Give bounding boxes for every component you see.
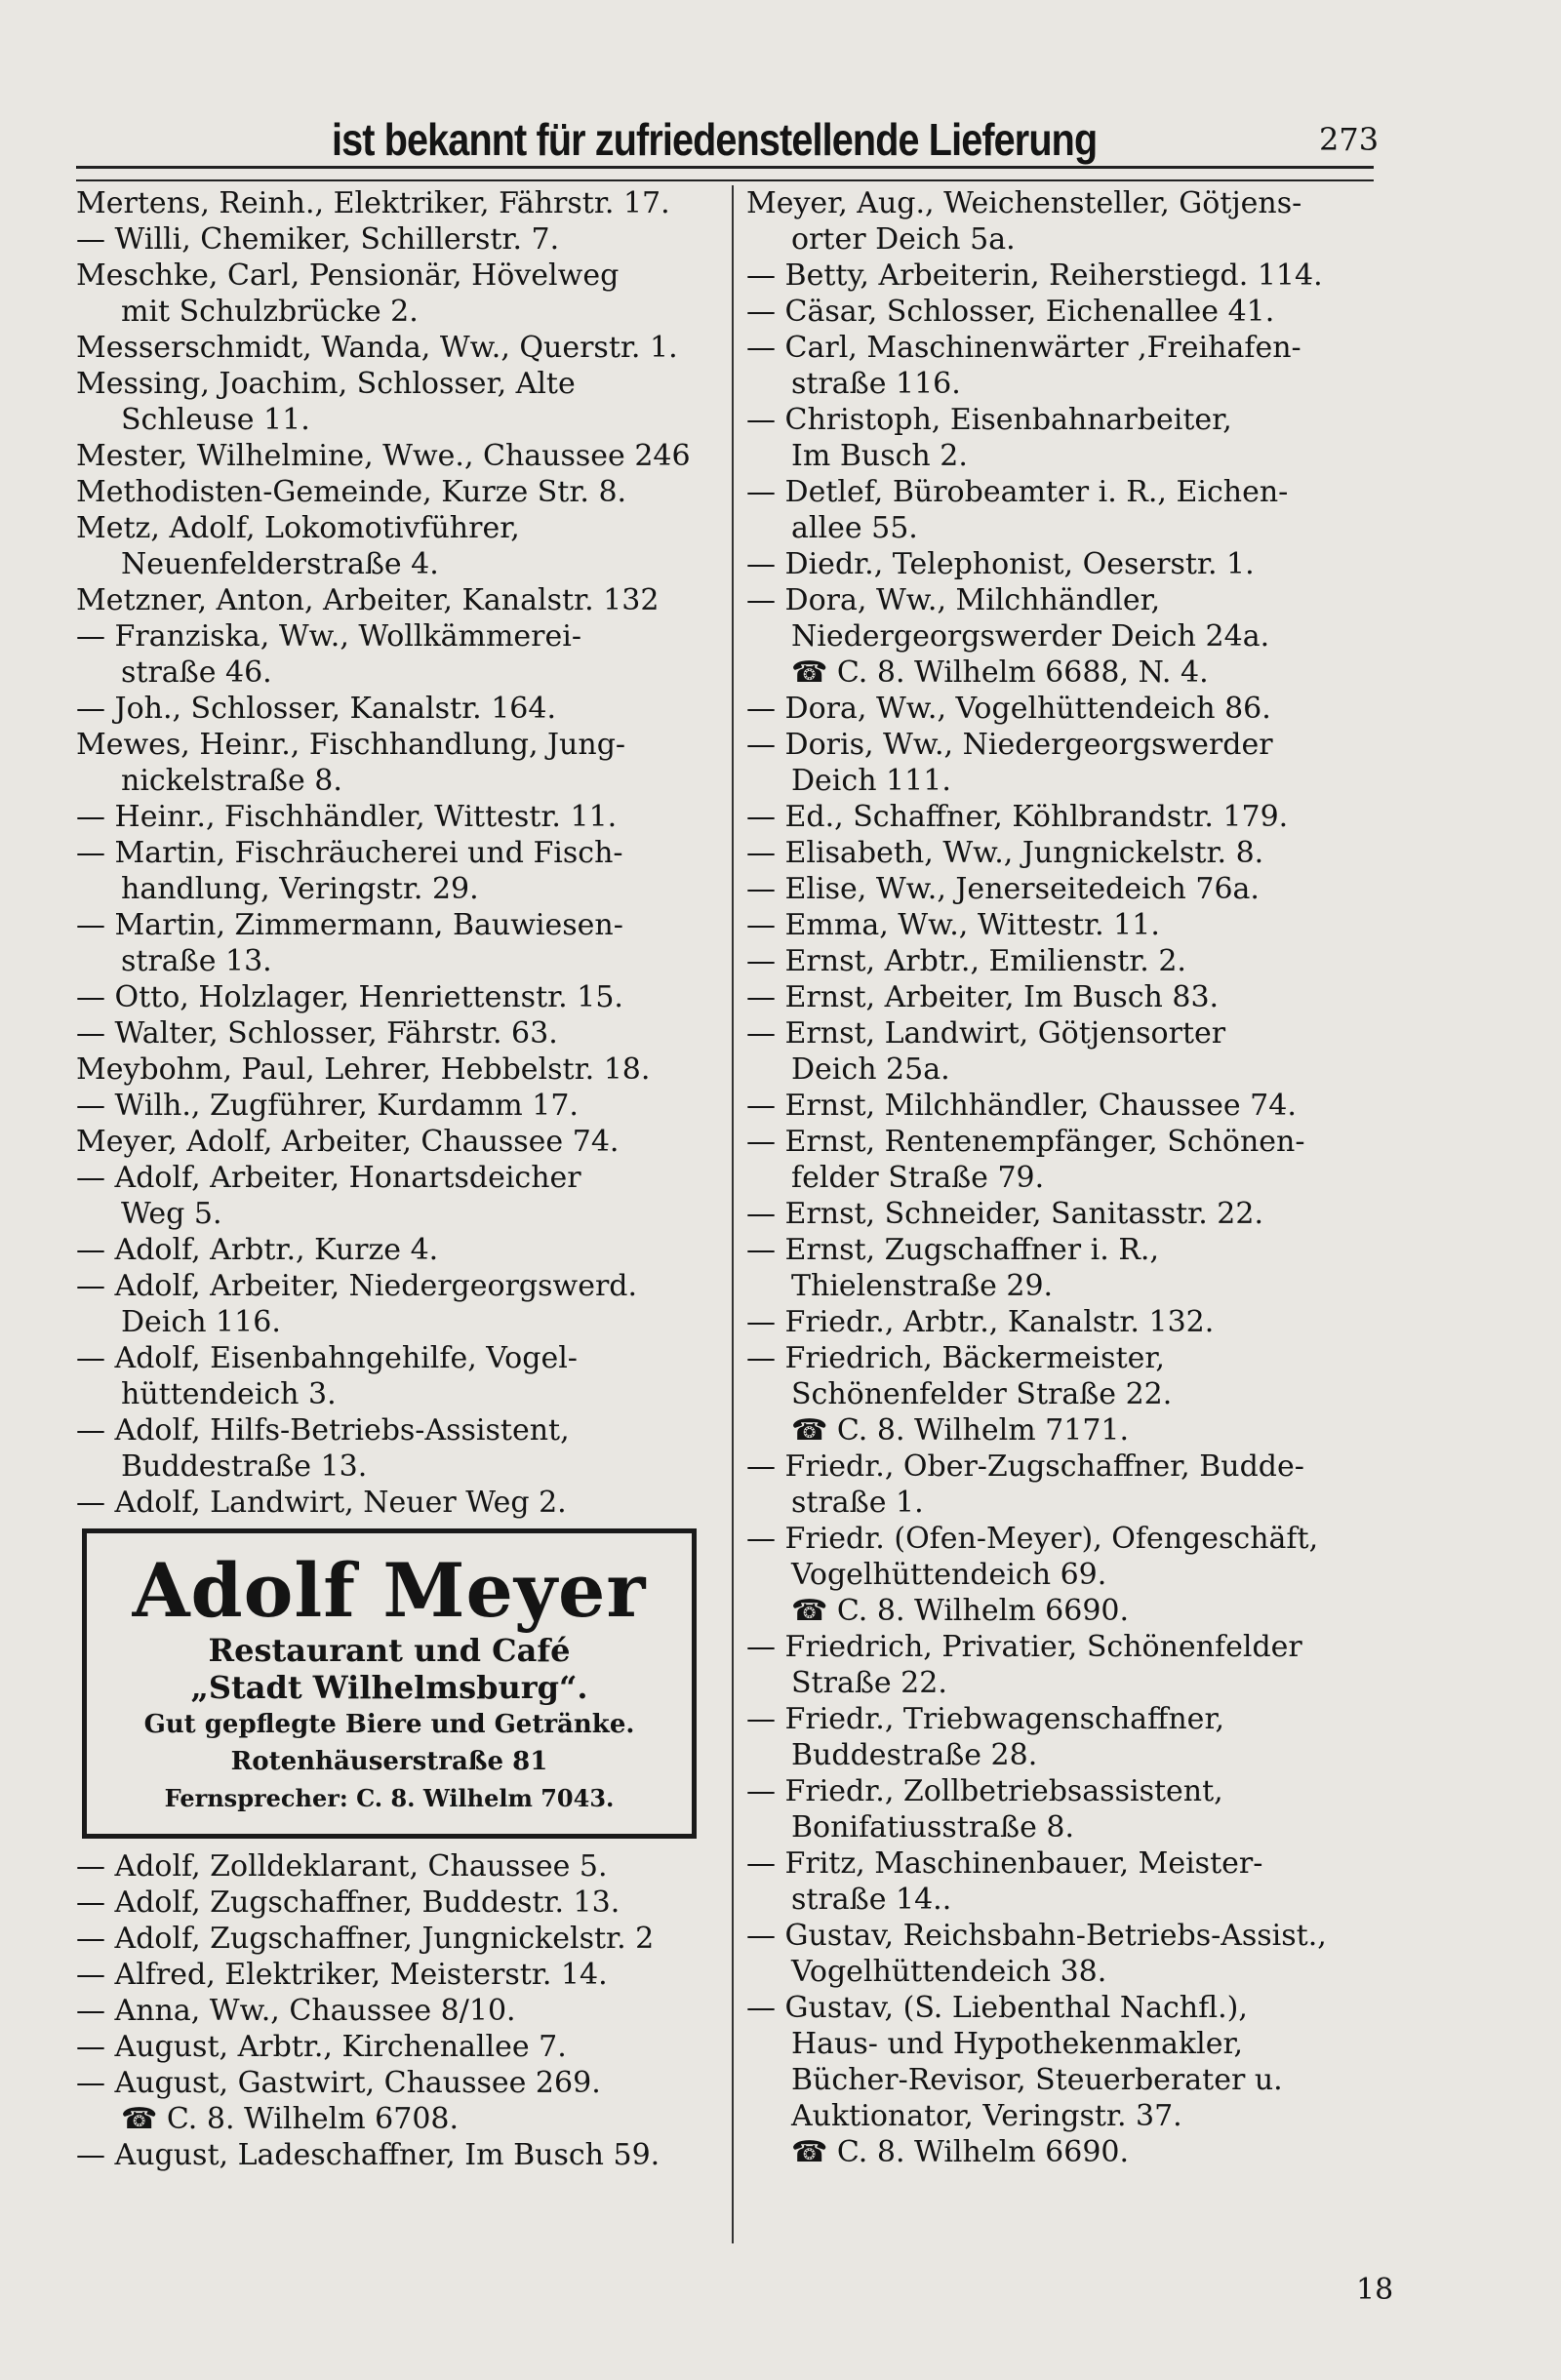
- entry-line: Metz, Adolf, Lokomotivführer,: [76, 511, 520, 545]
- directory-entry: [746, 835, 1371, 871]
- entry-line: — Ed., Schaffner, Köhlbrandstr. 179.: [746, 800, 1289, 834]
- entry-line: — Detlef, Bürobeamter i. R., Eichen-: [746, 475, 1289, 509]
- directory-entry: [746, 1773, 1371, 1845]
- entry-line: — Fritz, Maschinenbauer, Meister-: [746, 1846, 1263, 1881]
- entry-line: — Joh., Schlosser, Kanalstr. 164.: [76, 692, 557, 726]
- directory-entry: [76, 907, 720, 979]
- right-entries: [746, 185, 1371, 2170]
- entry-line: — Elise, Ww., Jenerseitedeich 76a.: [746, 872, 1260, 906]
- directory-entry: [746, 402, 1371, 474]
- entry-continuation: Deich 116.: [121, 1305, 281, 1339]
- left-column: [76, 185, 720, 2173]
- entry-line: — Ernst, Schneider, Sanitasstr. 22.: [746, 1197, 1264, 1231]
- directory-entry: [746, 1196, 1371, 1232]
- entry-line: — Ernst, Zugschaffner i. R.,: [746, 1233, 1159, 1267]
- advertisement-box: [82, 1528, 697, 1839]
- directory-entry: [76, 1412, 720, 1485]
- directory-entry: [746, 1124, 1371, 1196]
- entry-continuation: ☎ C. 8. Wilhelm 6708.: [121, 2102, 460, 2136]
- ad-line-restaurant: Restaurant und Café: [208, 1632, 571, 1669]
- entry-line: — Martin, Zimmermann, Bauwiesen-: [76, 908, 623, 942]
- entry-continuation: orter Deich 5a.: [791, 222, 1016, 257]
- directory-entry: [746, 799, 1371, 835]
- directory-entry: [746, 1918, 1371, 1990]
- directory-entry: [746, 330, 1371, 402]
- entry-line: Mertens, Reinh., Elektriker, Fährstr. 17.: [76, 186, 670, 220]
- entry-line: Messing, Joachim, Schlosser, Alte: [76, 367, 576, 401]
- directory-entry: [746, 1990, 1371, 2170]
- entry-continuation: straße 14..: [791, 1883, 952, 1917]
- entry-continuation: straße 1.: [791, 1486, 924, 1520]
- directory-entry: [76, 618, 720, 691]
- directory-entry: [746, 1521, 1371, 1629]
- entry-line: — Elisabeth, Ww., Jungnickelstr. 8.: [746, 836, 1264, 870]
- entry-line: — Adolf, Zolldeklarant, Chaussee 5.: [76, 1849, 608, 1884]
- entry-continuation: ☎ C. 8. Wilhelm 7171.: [791, 1413, 1130, 1448]
- entry-line: — Emma, Ww., Wittestr. 11.: [746, 908, 1160, 942]
- entry-line: — Wilh., Zugführer, Kurdamm 17.: [76, 1089, 579, 1123]
- entry-line: — Adolf, Zugschaffner, Jungnickelstr. 2: [76, 1922, 655, 1956]
- entry-continuation: handlung, Veringstr. 29.: [121, 872, 479, 906]
- entry-line: Meybohm, Paul, Lehrer, Hebbelstr. 18.: [76, 1052, 651, 1087]
- ad-business-name: Adolf Meyer: [132, 1547, 647, 1634]
- entry-line: — August, Ladeschaffner, Im Busch 59.: [76, 2138, 660, 2172]
- entry-line: Meyer, Aug., Weichensteller, Götjens-: [746, 186, 1302, 220]
- entry-line: — Doris, Ww., Niedergeorgswerder: [746, 728, 1273, 762]
- entry-line: — Cäsar, Schlosser, Eichenallee 41.: [746, 295, 1275, 329]
- directory-entry: [76, 691, 720, 727]
- entry-line: — Ernst, Landwirt, Götjensorter: [746, 1016, 1226, 1051]
- entry-line: Metzner, Anton, Arbeiter, Kanalstr. 132: [76, 583, 660, 617]
- entry-continuation: Im Busch 2.: [791, 439, 968, 473]
- column-divider: [732, 185, 734, 2243]
- left-entries-bottom: [76, 1848, 720, 2173]
- entry-line: — Adolf, Hilfs-Betriebs-Assistent,: [76, 1413, 570, 1448]
- directory-entry: [746, 1340, 1371, 1448]
- directory-entry: [76, 1884, 720, 1921]
- directory-entry: [76, 2065, 720, 2137]
- ad-line-phone: Fernsprecher: C. 8. Wilhelm 7043.: [164, 1784, 615, 1812]
- entry-line: — Adolf, Arbeiter, Niedergeorgswerd.: [76, 1269, 638, 1303]
- entry-continuation: straße 13.: [121, 944, 272, 978]
- entry-line: — Gustav, (S. Liebenthal Nachfl.),: [746, 1991, 1248, 2025]
- entry-line: — Friedrich, Privatier, Schönenfelder: [746, 1630, 1302, 1664]
- directory-entry: [76, 185, 720, 221]
- directory-entry: [746, 691, 1371, 727]
- entry-line: — Heinr., Fischhändler, Wittestr. 11.: [76, 800, 618, 834]
- entry-line: — Dora, Ww., Milchhändler,: [746, 583, 1161, 617]
- directory-entry: [76, 1268, 720, 1340]
- entry-line: — Ernst, Arbeiter, Im Busch 83.: [746, 980, 1220, 1014]
- directory-entry: [746, 1232, 1371, 1304]
- directory-entry: [746, 871, 1371, 907]
- directory-entry: [76, 1485, 720, 1521]
- entry-line: — Adolf, Arbeiter, Honartsdeicher: [76, 1161, 581, 1195]
- directory-entry: [746, 1088, 1371, 1124]
- entry-continuation: Deich 111.: [791, 764, 951, 798]
- right-column: [746, 185, 1371, 2170]
- entry-continuation: straße 46.: [121, 655, 272, 690]
- entry-line: Methodisten-Gemeinde, Kurze Str. 8.: [76, 475, 627, 509]
- directory-entry: [746, 546, 1371, 582]
- directory-entry: [746, 185, 1371, 258]
- entry-continuation: ☎ C. 8. Wilhelm 6690.: [791, 1594, 1130, 1628]
- ad-line-address: Rotenhäuserstraße 81: [230, 1747, 548, 1776]
- entry-line: — Willi, Chemiker, Schillerstr. 7.: [76, 222, 560, 257]
- entry-line: Mewes, Heinr., Fischhandlung, Jung-: [76, 728, 626, 762]
- directory-entry: [76, 510, 720, 582]
- entry-line: — Ernst, Rentenempfänger, Schönen-: [746, 1125, 1305, 1159]
- ad-line-beverages: Gut gepflegte Biere und Getränke.: [143, 1710, 635, 1739]
- directory-entry: [76, 474, 720, 510]
- entry-continuation: nickelstraße 8.: [121, 764, 342, 798]
- ad-line-establishment: „Stadt Wilhelmsburg“.: [190, 1669, 588, 1706]
- directory-entry: [76, 1340, 720, 1412]
- entry-line: — Alfred, Elektriker, Meisterstr. 14.: [76, 1958, 608, 1992]
- directory-entry: [76, 582, 720, 618]
- entry-continuation: Vogelhüttendeich 69.: [791, 1558, 1107, 1592]
- entry-continuation: Buddestraße 28.: [791, 1738, 1038, 1772]
- entry-continuation: ☎ C. 8. Wilhelm 6690.: [791, 2135, 1130, 2169]
- entry-line: — August, Arbtr., Kirchenallee 7.: [76, 2030, 567, 2064]
- directory-entry: [746, 943, 1371, 979]
- entry-continuation: Thielenstraße 29.: [791, 1269, 1054, 1303]
- left-entries-top: [76, 185, 720, 1521]
- entry-continuation: Bücher-Revisor, Steuerberater u.: [791, 2063, 1283, 2097]
- entry-line: — Friedr., Triebwagenschaffner,: [746, 1702, 1225, 1736]
- directory-entry: [76, 258, 720, 330]
- directory-entry: [746, 1629, 1371, 1701]
- directory-entry: [76, 1232, 720, 1268]
- header-slogan: ist bekannt für zufriedenstellende Lieferung: [332, 114, 1098, 165]
- entry-continuation: allee 55.: [791, 511, 918, 545]
- header-rule-bottom: [76, 179, 1374, 181]
- directory-entry: [76, 1051, 720, 1088]
- entry-continuation: Vogelhüttendeich 38.: [791, 1955, 1107, 1989]
- directory-entry: [76, 366, 720, 438]
- entry-line: Messerschmidt, Wanda, Ww., Querstr. 1.: [76, 331, 678, 365]
- directory-entry: [76, 1993, 720, 2029]
- entry-line: — Adolf, Landwirt, Neuer Weg 2.: [76, 1486, 567, 1520]
- entry-line: — Friedrich, Bäckermeister,: [746, 1341, 1165, 1375]
- entry-continuation: Deich 25a.: [791, 1052, 950, 1087]
- entry-line: — Ernst, Arbtr., Emilienstr. 2.: [746, 944, 1186, 978]
- entry-line: — Adolf, Eisenbahngehilfe, Vogel-: [76, 1341, 578, 1375]
- directory-entry: [76, 1088, 720, 1124]
- directory-entry: [76, 1957, 720, 1993]
- entry-continuation: Bonifatiusstraße 8.: [791, 1810, 1075, 1844]
- entry-continuation: straße 116.: [791, 367, 961, 401]
- entry-continuation: felder Straße 79.: [791, 1161, 1045, 1195]
- entry-continuation: ☎ C. 8. Wilhelm 6688, N. 4.: [791, 655, 1209, 690]
- directory-entry: [746, 907, 1371, 943]
- entry-continuation: Haus- und Hypothekenmakler,: [791, 2027, 1244, 2061]
- directory-entry: [746, 1701, 1371, 1773]
- entry-line: — Walter, Schlosser, Fährstr. 63.: [76, 1016, 558, 1051]
- page-number: 273: [1319, 121, 1380, 158]
- entry-line: — Franziska, Ww., Wollkämmerei-: [76, 619, 581, 654]
- entry-line: Meyer, Adolf, Arbeiter, Chaussee 74.: [76, 1125, 620, 1159]
- entry-line: — Betty, Arbeiterin, Reiherstiegd. 114.: [746, 258, 1323, 293]
- directory-entry: [746, 474, 1371, 546]
- entry-line: — Adolf, Zugschaffner, Buddestr. 13.: [76, 1885, 620, 1920]
- entry-line: — Anna, Ww., Chaussee 8/10.: [76, 1994, 516, 2028]
- directory-entry: [746, 979, 1371, 1015]
- entry-continuation: hüttendeich 3.: [121, 1377, 337, 1411]
- entry-line: — Christoph, Eisenbahnarbeiter,: [746, 403, 1232, 437]
- directory-entry: [76, 799, 720, 835]
- entry-continuation: mit Schulzbrücke 2.: [121, 295, 419, 329]
- entry-continuation: Buddestraße 13.: [121, 1449, 368, 1484]
- directory-entry: [76, 2029, 720, 2065]
- signature-mark: 18: [1356, 2273, 1394, 2307]
- entry-continuation: Schleuse 11.: [121, 403, 310, 437]
- entry-continuation: Schönenfelder Straße 22.: [791, 1377, 1173, 1411]
- entry-line: — Otto, Holzlager, Henriettenstr. 15.: [76, 980, 623, 1014]
- directory-entry: [76, 1921, 720, 1957]
- directory-entry: [746, 582, 1371, 691]
- directory-entry: [746, 1845, 1371, 1918]
- directory-entry: [746, 258, 1371, 294]
- entry-line: — August, Gastwirt, Chaussee 269.: [76, 2066, 601, 2100]
- entry-continuation: Niedergeorgswerder Deich 24a.: [791, 619, 1270, 654]
- entry-line: Mester, Wilhelmine, Wwe., Chaussee 246: [76, 439, 691, 473]
- directory-entry: [76, 1015, 720, 1051]
- directory-entry: [76, 221, 720, 258]
- directory-entry: [746, 727, 1371, 799]
- entry-line: — Friedr., Arbtr., Kanalstr. 132.: [746, 1305, 1215, 1339]
- entry-line: — Friedr. (Ofen-Meyer), Ofengeschäft,: [746, 1522, 1319, 1556]
- directory-entry: [76, 1160, 720, 1232]
- entry-line: — Diedr., Telephonist, Oeserstr. 1.: [746, 547, 1255, 581]
- entry-continuation: Auktionator, Veringstr. 37.: [791, 2099, 1182, 2133]
- directory-entry: [746, 1304, 1371, 1340]
- directory-entry: [76, 979, 720, 1015]
- entry-line: — Martin, Fischräucherei und Fisch-: [76, 836, 623, 870]
- entry-line: — Friedr., Ober-Zugschaffner, Budde-: [746, 1449, 1304, 1484]
- directory-entry: [76, 835, 720, 907]
- header-rule-top: [76, 166, 1374, 169]
- directory-entry: [76, 330, 720, 366]
- directory-entry: [76, 438, 720, 474]
- directory-entry: [76, 1124, 720, 1160]
- directory-entry: [746, 1448, 1371, 1521]
- entry-continuation: Neuenfelderstraße 4.: [121, 547, 439, 581]
- entry-line: Meschke, Carl, Pensionär, Hövelweg: [76, 258, 620, 293]
- entry-line: — Carl, Maschinenwärter ,Freihafen-: [746, 331, 1301, 365]
- directory-entry: [76, 1848, 720, 1884]
- entry-continuation: Straße 22.: [791, 1666, 947, 1700]
- entry-continuation: Weg 5.: [121, 1197, 222, 1231]
- entry-line: — Friedr., Zollbetriebsassistent,: [746, 1774, 1223, 1808]
- entry-line: — Ernst, Milchhändler, Chaussee 74.: [746, 1089, 1297, 1123]
- entry-line: — Dora, Ww., Vogelhüttendeich 86.: [746, 692, 1271, 726]
- directory-entry: [746, 1015, 1371, 1088]
- directory-entry: [76, 2137, 720, 2173]
- directory-entry: [76, 727, 720, 799]
- directory-entry: [746, 294, 1371, 330]
- entry-line: — Gustav, Reichsbahn-Betriebs-Assist.,: [746, 1919, 1327, 1953]
- entry-line: — Adolf, Arbtr., Kurze 4.: [76, 1233, 439, 1267]
